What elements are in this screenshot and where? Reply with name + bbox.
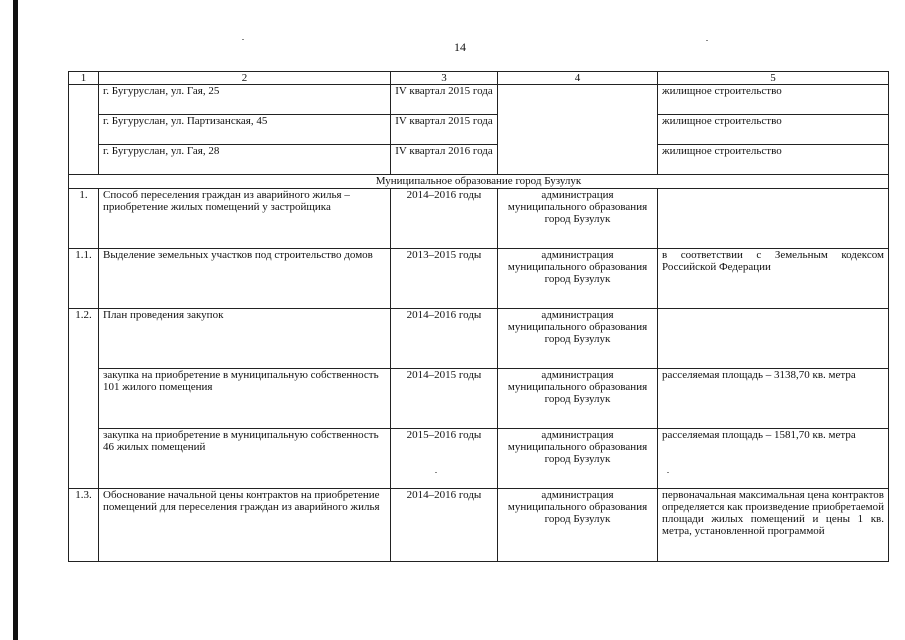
table-row <box>69 249 889 309</box>
item-description: План проведения закупок <box>99 309 391 369</box>
address-row <box>69 85 889 115</box>
item-description: Способ переселения граждан из аварийного жилья – приобретение жилых помещений у застройщика <box>99 189 391 249</box>
note-cell: жилищное строительство <box>658 115 889 145</box>
item-executor: администрация муниципального образования город Бузулук <box>498 489 658 562</box>
address-row <box>69 145 889 175</box>
address-cell: г. Бугуруслан, ул. Гая, 28 <box>99 145 391 175</box>
section-title: Муниципальное образование город Бузулук <box>69 175 889 189</box>
section-row <box>69 175 889 189</box>
item-description: закупка на приобретение в муниципальную собственность 46 жилых помещений <box>99 429 391 489</box>
item-number: 1.3. <box>69 489 99 562</box>
table-row <box>69 429 889 489</box>
item-number: 1.2. <box>69 309 99 369</box>
program-table <box>68 71 889 562</box>
address-cell: г. Бугуруслан, ул. Гая, 25 <box>99 85 391 115</box>
item-number: 1.1. <box>69 249 99 309</box>
item-number <box>69 369 99 429</box>
item-executor: администрация муниципального образования город Бузулук <box>498 189 658 249</box>
item-period: 2014–2015 годы <box>391 369 498 429</box>
table-row <box>69 369 889 429</box>
item-note: первоначальная максимальная цена контрактов определяется как произведение приобретаемой площади жилых помещений и цены 1 кв. метра, установленной программой <box>658 489 889 562</box>
page-number: 14 <box>454 40 466 54</box>
item-period: 2014–2016 годы <box>391 309 498 369</box>
table-row <box>69 189 889 249</box>
item-description: закупка на приобретение в муниципальную собственность 101 жилого помещения <box>99 369 391 429</box>
item-note: расселяемая площадь – 1581,70 кв. метра <box>658 429 889 489</box>
item-period: 2013–2015 годы <box>391 249 498 309</box>
item-executor: администрация муниципального образования город Бузулук <box>498 309 658 369</box>
address-number-cell <box>69 85 99 175</box>
executor-cell <box>498 85 658 175</box>
item-period: 2014–2016 годы <box>391 189 498 249</box>
address-row <box>69 115 889 145</box>
address-cell: г. Бугуруслан, ул. Партизанская, 45 <box>99 115 391 145</box>
item-description: Выделение земельных участков под строительство домов <box>99 249 391 309</box>
header-cell-2: 2 <box>99 72 391 85</box>
item-number: 1. <box>69 189 99 249</box>
header-cell-5: 5 <box>658 72 889 85</box>
table-row <box>69 489 889 562</box>
note-cell: жилищное строительство <box>658 145 889 175</box>
item-note <box>658 189 889 249</box>
header-cell-4: 4 <box>498 72 658 85</box>
deadline-cell: IV квартал 2015 года <box>391 115 498 145</box>
item-description: Обоснование начальной цены контрактов на приобретение помещений для переселения граждан из аварийного жилья <box>99 489 391 562</box>
item-note: в соответствии с Земельным кодексом Российской Федерации <box>658 249 889 309</box>
item-executor: администрация муниципального образования город Бузулук <box>498 429 658 489</box>
scan-edge-bar <box>13 0 18 640</box>
deadline-cell: IV квартал 2016 года <box>391 145 498 175</box>
item-executor: администрация муниципального образования город Бузулук <box>498 249 658 309</box>
note-cell: жилищное строительство <box>658 85 889 115</box>
item-note: расселяемая площадь – 3138,70 кв. метра <box>658 369 889 429</box>
deadline-cell: IV квартал 2015 года <box>391 85 498 115</box>
item-period: 2015–2016 годы <box>391 429 498 489</box>
item-period: 2014–2016 годы <box>391 489 498 562</box>
item-note <box>658 309 889 369</box>
item-number <box>69 429 99 489</box>
header-cell-3: 3 <box>391 72 498 85</box>
table-row <box>69 309 889 369</box>
scan-speck <box>706 40 708 41</box>
header-row <box>69 72 889 85</box>
header-cell-1: 1 <box>69 72 99 85</box>
item-executor: администрация муниципального образования город Бузулук <box>498 369 658 429</box>
scan-speck <box>242 39 244 40</box>
